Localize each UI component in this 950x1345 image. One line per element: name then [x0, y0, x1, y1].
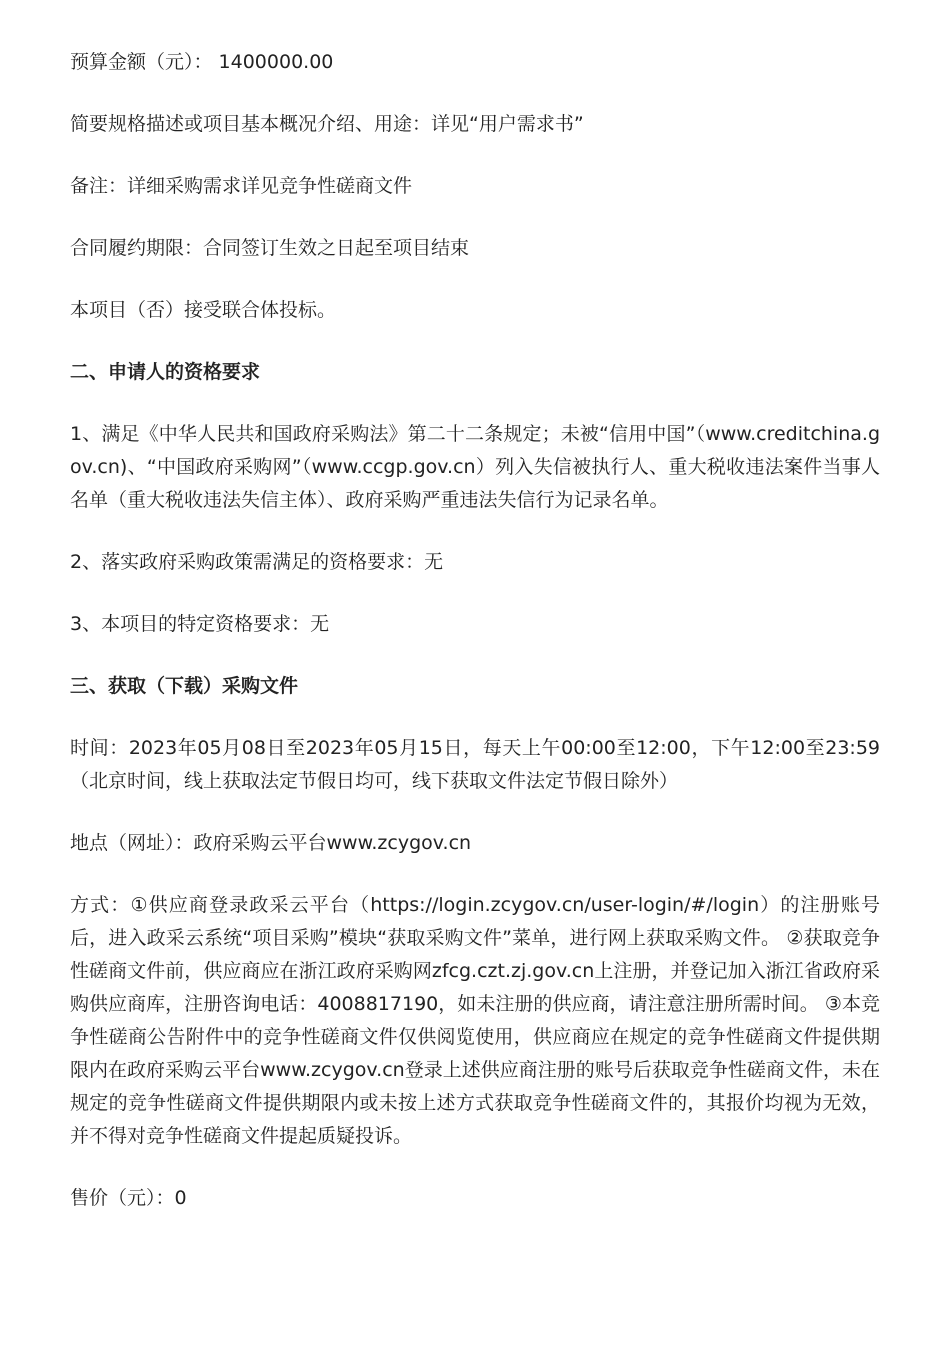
section-2-heading: 二、申请人的资格要求 — [70, 361, 261, 383]
spec-line: 简要规格描述或项目基本概况介绍、用途：详见“用户需求书” — [70, 113, 584, 135]
requirement-3: 3、本项目的特定资格要求：无 — [70, 613, 330, 635]
price-line: 售价（元）：0 — [70, 1187, 187, 1209]
consortium-line: 本项目（否）接受联合体投标。 — [70, 299, 337, 321]
budget-line: 预算金额（元）： 1400000.00 — [70, 51, 334, 73]
remark-line: 备注：详细采购需求详见竞争性磋商文件 — [70, 175, 413, 197]
method-line: 方式：①供应商登录政采云平台（https://login.zcygov.cn/user-login/#/login）的注册账号后，进入政采云系统“项目采购”模块“获取采购文件”菜单，进行网上获取采购文件。 ②获取竞争性磋商文件前，供应商应在浙江政府采购网zfcg.czt.zj.gov.cn上注册，并登记加入浙江省政府采购供应商库，注册咨询电话：4008817190，如未注册的供应商，请注意注册所需时间。 ③本竞争性磋商公告附件中的竞争性磋商文件仅供阅览使用，供应商应在规定的竞争性磋商文件提供期限内在政府采购云平台www.zcygov.cn登录上述供应商注册的账号后获取竞争性磋商文件，未在规定的竞争性磋商文件提供期限内或未按上述方式获取竞争性磋商文件的，其报价均视为无效，并不得对竞争性磋商文件提起质疑投诉。 — [70, 894, 880, 1147]
requirement-2: 2、落实政府采购政策需满足的资格要求：无 — [70, 551, 444, 573]
section-3-heading: 三、获取（下载）采购文件 — [70, 675, 299, 697]
location-line: 地点（网址）：政府采购云平台www.zcygov.cn — [70, 832, 472, 854]
contract-period-line: 合同履约期限：合同签订生效之日起至项目结束 — [70, 237, 470, 259]
time-line: 时间：2023年05月08日至2023年05月15日，每天上午00:00至12:00，下午12:00至23:59（北京时间，线上获取法定节假日均可，线下获取文件法定节假日除外） — [70, 737, 880, 792]
requirement-1: 1、满足《中华人民共和国政府采购法》第二十二条规定；未被“信用中国”（www.creditchina.gov.cn)、“中国政府采购网”（www.ccgp.gov.cn）列入失信被执行人、重大税收违法案件当事人名单（重大税收违法失信主体）、政府采购严重违法失信行为记录名单。 — [70, 423, 880, 511]
